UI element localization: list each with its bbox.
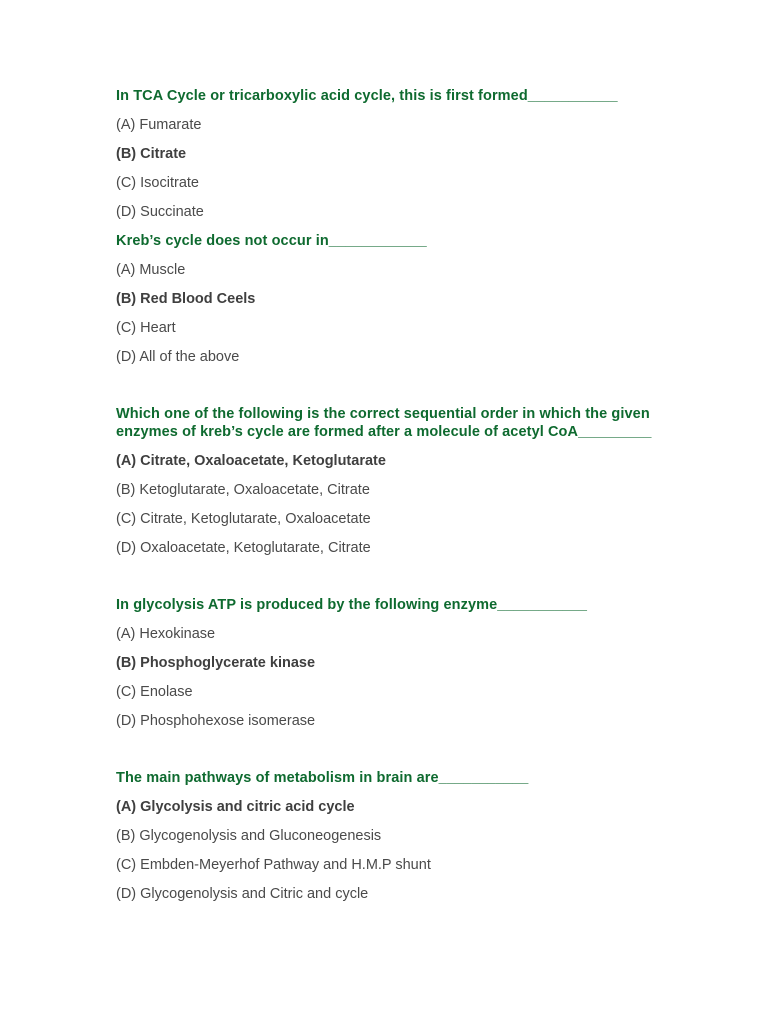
option-c: (C) Enolase	[116, 684, 193, 700]
question-block-1	[116, 87, 656, 221]
option-b: (B) Ketoglutarate, Oxaloacetate, Citrate	[116, 482, 370, 498]
option-d: (D) Phosphohexose isomerase	[116, 713, 316, 729]
option-c: (C) Heart	[116, 320, 176, 336]
question-block-2	[116, 232, 656, 366]
option-a-correct: (A) Glycolysis and citric acid cycle	[116, 799, 355, 815]
option-a: (A) Fumarate	[116, 117, 202, 133]
question-text: In glycolysis ATP is produced by the following enzyme___________	[116, 597, 588, 613]
option-d: (D) Succinate	[116, 204, 204, 220]
option-b-correct: (B) Red Blood Ceels	[116, 291, 256, 307]
question-block-5	[116, 769, 656, 903]
option-b-correct: (B) Phosphoglycerate kinase	[116, 655, 316, 671]
option-d: (D) All of the above	[116, 349, 240, 365]
option-c: (C) Embden-Meyerhof Pathway and H.M.P shunt	[116, 857, 431, 873]
question-text: Kreb’s cycle does not occur in____________	[116, 233, 427, 249]
option-a: (A) Hexokinase	[116, 626, 216, 642]
option-a-correct: (A) Citrate, Oxaloacetate, Ketoglutarate	[116, 453, 386, 469]
option-c: (C) Citrate, Ketoglutarate, Oxaloacetate	[116, 511, 371, 527]
option-d: (D) Glycogenolysis and Citric and cycle	[116, 886, 369, 902]
question-block-4	[116, 596, 656, 730]
question-text: Which one of the following is the correct sequential order in which the given enzymes of kreb’s cycle are formed after a molecule of acetyl CoA_________	[116, 406, 652, 440]
quiz-page	[116, 87, 656, 903]
option-d: (D) Oxaloacetate, Ketoglutarate, Citrate	[116, 540, 371, 556]
question-block-3	[116, 405, 656, 557]
option-a: (A) Muscle	[116, 262, 186, 278]
question-text: In TCA Cycle or tricarboxylic acid cycle, this is first formed___________	[116, 88, 618, 104]
option-b: (B) Glycogenolysis and Gluconeogenesis	[116, 828, 382, 844]
question-text: The main pathways of metabolism in brain are___________	[116, 770, 529, 786]
option-c: (C) Isocitrate	[116, 175, 199, 191]
option-b-correct: (B) Citrate	[116, 146, 187, 162]
